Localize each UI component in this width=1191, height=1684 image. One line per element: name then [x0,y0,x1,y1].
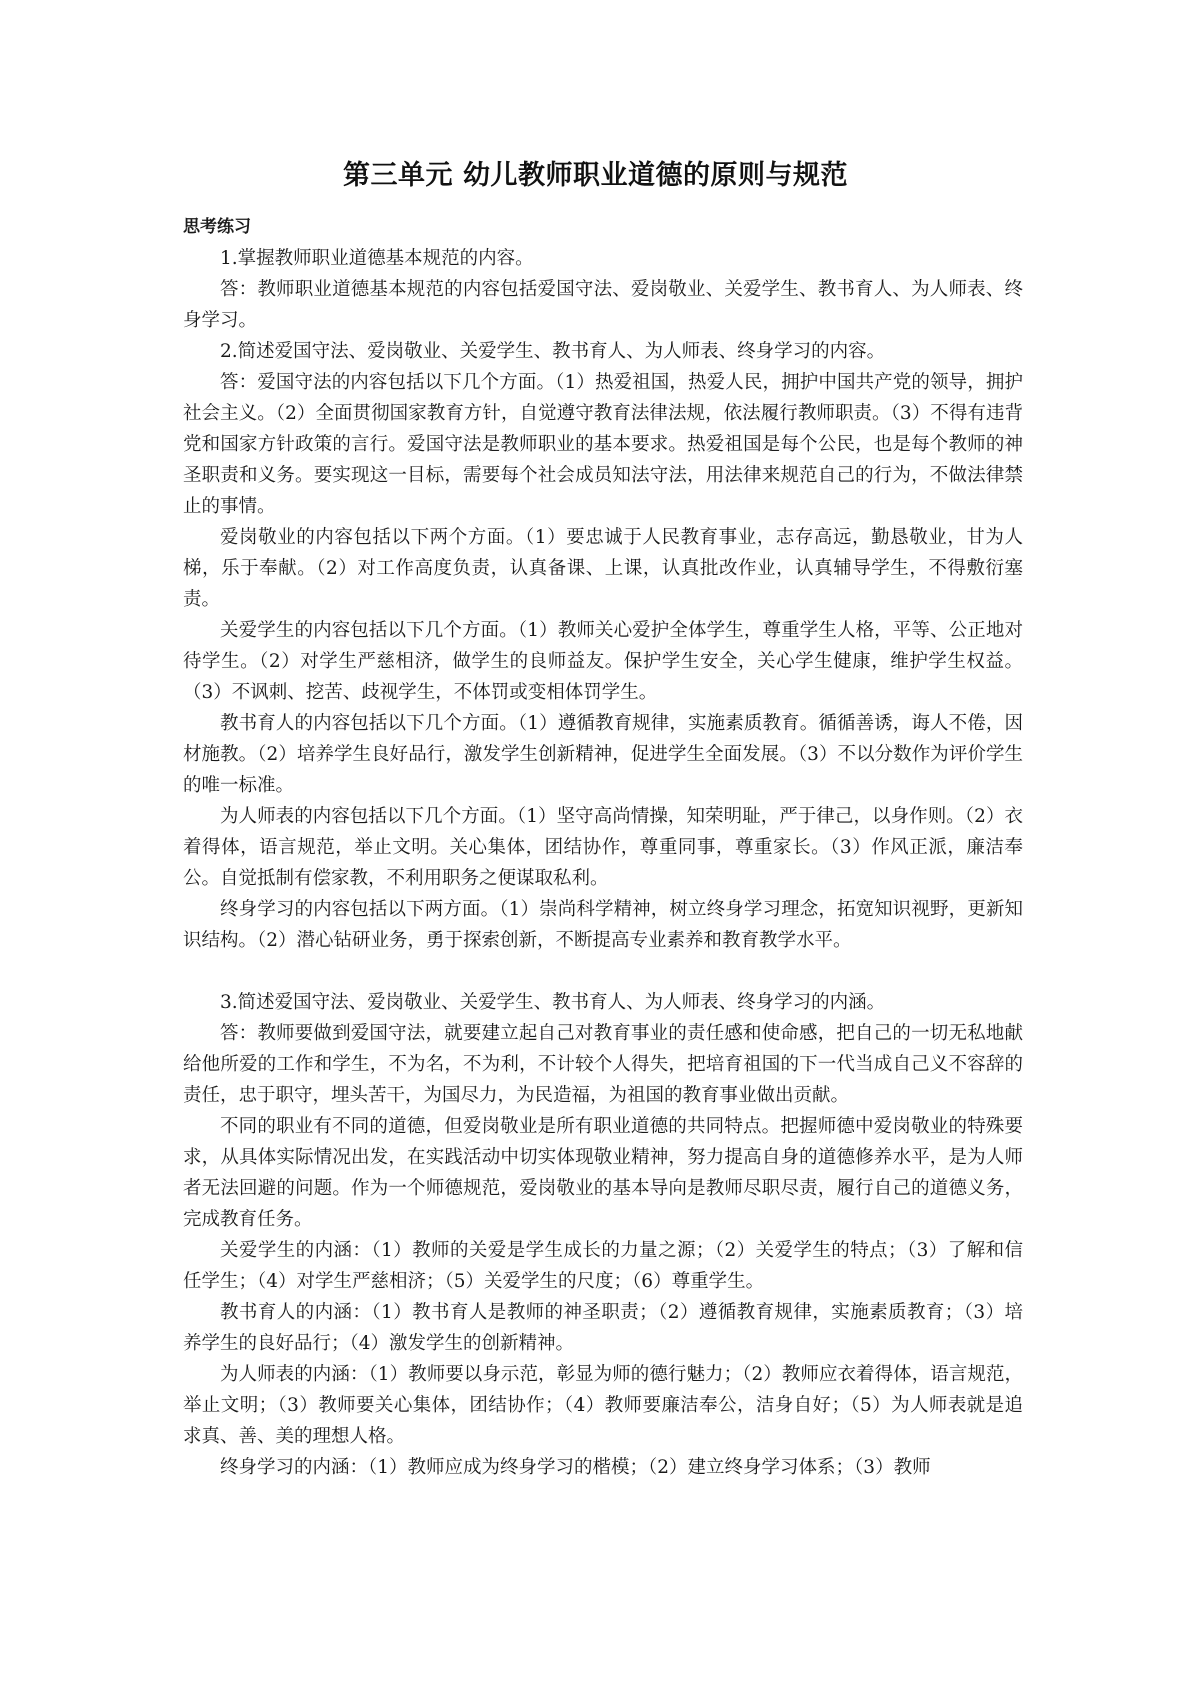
answer-3-role-model: 为人师表的内涵：（1）教师要以身示范，彰显为师的德行魅力；（2）教师应衣着得体，语言规范，举止文明；（3）教师要关心集体，团结协作；（4）教师要廉洁奉公，洁身自好；（5）为人师表就是追求真、善、美的理想人格。 [183,1364,1023,1447]
answer-1: 答：教师职业道德基本规范的内容包括爱国守法、爱岗敬业、关爱学生、教书育人、为人师表、终身学习。 [183,279,1023,331]
question-1: 1.掌握教师职业道德基本规范的内容。 [220,248,534,269]
answer-2-caring: 关爱学生的内容包括以下几个方面。（1）教师关心爱护全体学生，尊重学生人格，平等、公正地对待学生。（2）对学生严慈相济，做学生的良师益友。保护学生安全，关心学生健康，维护学生权益。（3）不讽刺、挖苦、歧视学生，不体罚或变相体罚学生。 [183,620,1023,703]
document-body [183,212,1023,1483]
question-3: 3.简述爱国守法、爱岗敬业、关爱学生、教书育人、为人师表、终身学习的内涵。 [220,992,886,1013]
answer-2-role-model: 为人师表的内容包括以下几个方面。（1）坚守高尚情操，知荣明耻，严于律己，以身作则。（2）衣着得体，语言规范，举止文明。关心集体，团结协作，尊重同事，尊重家长。（3）作风正派，廉洁奉公。自觉抵制有偿家教，不利用职务之便谋取私利。 [183,806,1023,889]
question-2: 2.简述爱国守法、爱岗敬业、关爱学生、教书育人、为人师表、终身学习的内容。 [220,341,886,362]
answer-3-caring: 关爱学生的内涵：（1）教师的关爱是学生成长的力量之源；（2）关爱学生的特点；（3）了解和信任学生；（4）对学生严慈相济；（5）关爱学生的尺度；（6）尊重学生。 [183,1240,1023,1292]
answer-2-dedication: 爱岗敬业的内容包括以下两个方面。（1）要忠诚于人民教育事业，志存高远，勤恳敬业，甘为人梯，乐于奉献。（2）对工作高度负责，认真备课、上课，认真批改作业，认真辅导学生，不得敷衍塞责。 [183,527,1023,610]
paragraph-spacer [183,956,1023,987]
answer-3-lifelong-learning: 终身学习的内涵：（1）教师应成为终身学习的楷模；（2）建立终身学习体系；（3）教师 [220,1457,931,1478]
section-heading: 思考练习 [183,217,251,237]
answer-2-patriotism: 答：爱国守法的内容包括以下几个方面。（1）热爱祖国，热爱人民，拥护中国共产党的领导，拥护社会主义。（2）全面贯彻国家教育方针，自觉遵守教育法律法规，依法履行教师职责。（3）不得有违背党和国家方针政策的言行。爱国守法是教师职业的基本要求。热爱祖国是每个公民，也是每个教师的神圣职责和义务。要实现这一目标，需要每个社会成员知法守法，用法律来规范自己的行为，不做法律禁止的事情。 [183,372,1023,517]
answer-3-patriotism: 答：教师要做到爱国守法，就要建立起自己对教育事业的责任感和使命感，把自己的一切无私地献给他所爱的工作和学生，不为名，不为利，不计较个人得失，把培育祖国的下一代当成自己义不容辞的责任，忠于职守，埋头苦干，为国尽力，为民造福，为祖国的教育事业做出贡献。 [183,1023,1023,1106]
answer-3-dedication: 不同的职业有不同的道德，但爱岗敬业是所有职业道德的共同特点。把握师德中爱岗敬业的特殊要求，从具体实际情况出发，在实践活动中切实体现敬业精神，努力提高自身的道德修养水平，是为人师者无法回避的问题。作为一个师德规范，爱岗敬业的基本导向是教师尽职尽责，履行自己的道德义务，完成教育任务。 [183,1116,1023,1230]
answer-3-teaching: 教书育人的内涵：（1）教书育人是教师的神圣职责；（2）遵循教育规律，实施素质教育；（3）培养学生的良好品行；（4）激发学生的创新精神。 [183,1302,1023,1354]
page-title: 第三单元 幼儿教师职业道德的原则与规范 [343,160,848,191]
answer-2-lifelong-learning: 终身学习的内容包括以下两方面。（1）崇尚科学精神，树立终身学习理念，拓宽知识视野，更新知识结构。（2）潜心钻研业务，勇于探索创新，不断提高专业素养和教育教学水平。 [183,899,1023,951]
answer-2-teaching: 教书育人的内容包括以下几个方面。（1）遵循教育规律，实施素质教育。循循善诱，诲人不倦，因材施教。（2）培养学生良好品行，激发学生创新精神，促进学生全面发展。（3）不以分数作为评价学生的唯一标准。 [183,713,1023,796]
